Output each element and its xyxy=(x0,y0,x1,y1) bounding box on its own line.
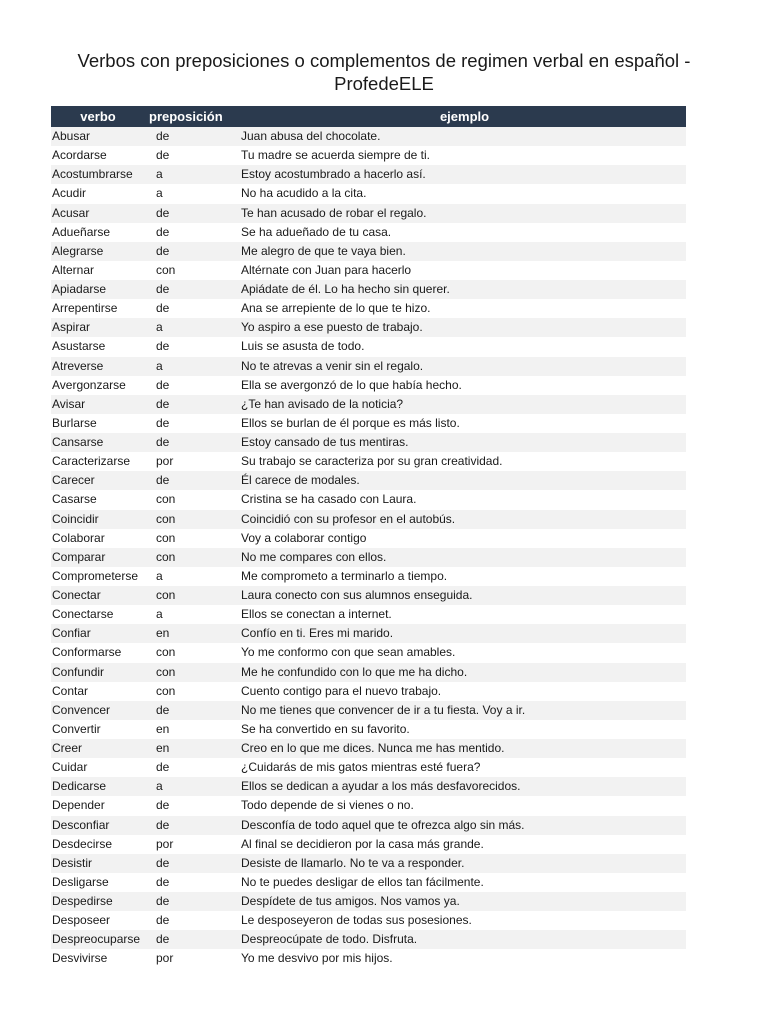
cell-ejemplo: Cuento contigo para el nuevo trabajo. xyxy=(241,683,442,698)
cell-ejemplo: Juan abusa del chocolate. xyxy=(241,129,381,143)
cell-preposicion: de xyxy=(156,282,170,296)
cell-verbo: Alternar xyxy=(52,262,95,277)
title-line-2: ProfedeELE xyxy=(334,73,434,94)
cell-verbo: Asustarse xyxy=(52,339,106,354)
cell-verbo: Desdecirse xyxy=(52,836,113,851)
cell-ejemplo: Me he confundido con lo que me ha dicho. xyxy=(241,664,468,679)
cell-ejemplo: Él carece de modales. xyxy=(241,473,360,488)
cell-preposicion: de xyxy=(156,301,170,316)
cell-preposicion: de xyxy=(156,855,170,870)
cell-verbo: Desposeer xyxy=(52,913,111,928)
table-row xyxy=(51,777,686,796)
cell-ejemplo: Altérnate con Juan para hacerlo xyxy=(241,262,412,277)
cell-preposicion: a xyxy=(156,607,163,622)
cell-verbo: Burlarse xyxy=(52,415,97,430)
table-row xyxy=(51,184,686,203)
cell-verbo: Despreocuparse xyxy=(52,932,141,947)
cell-ejemplo: Cristina se ha casado con Laura. xyxy=(241,492,417,507)
table-row xyxy=(51,816,686,835)
cell-verbo: Acusar xyxy=(52,205,90,220)
cell-verbo: Confiar xyxy=(52,626,91,641)
cell-preposicion: de xyxy=(156,377,170,392)
table-row xyxy=(51,299,686,318)
cell-preposicion: con xyxy=(156,588,176,602)
cell-preposicion: con xyxy=(156,262,176,277)
cell-ejemplo: Tu madre se acuerda siempre de ti. xyxy=(241,148,430,163)
cell-verbo: Creer xyxy=(52,741,83,755)
cell-ejemplo: Creo en lo que me dices. Nunca me has mentido. xyxy=(241,741,505,755)
cell-preposicion: con xyxy=(156,492,176,507)
title-line-1: Verbos con preposiciones o complementos de regimen verbal en español - xyxy=(77,50,691,71)
cell-ejemplo: No me tienes que convencer de ir a tu fiesta. Voy a ir. xyxy=(241,702,526,717)
cell-ejemplo: Yo aspiro a ese puesto de trabajo. xyxy=(241,320,423,335)
cell-ejemplo: Yo me desvivo por mis hijos. xyxy=(241,951,393,966)
cell-ejemplo: Despídete de tus amigos. Nos vamos ya. xyxy=(241,894,460,908)
cell-verbo: Desconfiar xyxy=(52,817,110,832)
cell-preposicion: de xyxy=(156,415,170,430)
cell-preposicion: en xyxy=(156,741,170,755)
cell-ejemplo: ¿Te han avisado de la noticia? xyxy=(241,396,404,411)
table-row xyxy=(51,739,686,758)
cell-verbo: Dedicarse xyxy=(52,779,107,794)
cell-verbo: Cuidar xyxy=(52,760,88,775)
cell-ejemplo: No te atrevas a venir sin el regalo. xyxy=(241,358,424,373)
cell-preposicion: a xyxy=(156,358,163,373)
cell-preposicion: de xyxy=(156,205,170,220)
cell-ejemplo: Ellos se conectan a internet. xyxy=(241,607,392,622)
cell-preposicion: por xyxy=(156,454,174,469)
cell-verbo: Comprometerse xyxy=(52,568,139,583)
table-row xyxy=(51,433,686,452)
table-row xyxy=(51,873,686,892)
cell-ejemplo: Estoy cansado de tus mentiras. xyxy=(241,435,409,449)
table-row xyxy=(51,318,686,337)
cell-ejemplo: Voy a colaborar contigo xyxy=(241,530,367,545)
cell-verbo: Carecer xyxy=(52,473,95,488)
cell-ejemplo: Ellos se burlan de él porque es más listo. xyxy=(241,415,460,430)
cell-preposicion: en xyxy=(156,721,170,736)
cell-verbo: Despedirse xyxy=(52,894,113,908)
cell-preposicion: a xyxy=(156,167,163,182)
table-row xyxy=(51,796,686,815)
cell-verbo: Avisar xyxy=(52,396,86,411)
cell-ejemplo: Le desposeyeron de todas sus posesiones. xyxy=(241,913,472,928)
table-row xyxy=(51,204,686,223)
cell-verbo: Comparar xyxy=(52,549,106,564)
cell-ejemplo: Ellos se dedican a ayudar a los más desfavorecidos. xyxy=(241,779,521,794)
table-row xyxy=(51,510,686,529)
cell-preposicion: de xyxy=(156,894,170,908)
table-body xyxy=(51,127,686,969)
cell-verbo: Convertir xyxy=(52,721,101,736)
cell-preposicion: de xyxy=(156,913,170,928)
table-row xyxy=(51,242,686,261)
cell-ejemplo: Laura conecto con sus alumnos enseguida. xyxy=(241,588,473,602)
cell-verbo: Adueñarse xyxy=(52,224,111,239)
cell-verbo: Avergonzarse xyxy=(52,377,126,392)
cell-ejemplo: Desiste de llamarlo. No te va a responder. xyxy=(241,855,465,870)
cell-ejemplo: No te puedes desligar de ellos tan fácilmente. xyxy=(241,874,484,889)
cell-preposicion: por xyxy=(156,836,174,851)
table-row xyxy=(51,452,686,471)
cell-preposicion: con xyxy=(156,511,176,526)
table-row xyxy=(51,471,686,490)
table-row xyxy=(51,395,686,414)
cell-preposicion: de xyxy=(156,339,170,354)
cell-ejemplo: No ha acudido a la cita. xyxy=(241,186,367,201)
cell-verbo: Conectarse xyxy=(52,607,114,622)
cell-verbo: Aspirar xyxy=(52,320,91,335)
cell-preposicion: con xyxy=(156,530,176,545)
table-header xyxy=(51,106,686,127)
table-row xyxy=(51,280,686,299)
cell-ejemplo: Al final se decidieron por la casa más grande. xyxy=(241,836,484,851)
cell-preposicion: de xyxy=(156,435,170,449)
cell-ejemplo: Todo depende de si vienes o no. xyxy=(241,798,414,813)
cell-verbo: Colaborar xyxy=(52,530,105,545)
table-row xyxy=(51,146,686,165)
cell-preposicion: de xyxy=(156,473,170,488)
cell-ejemplo: No me compares con ellos. xyxy=(241,549,387,564)
cell-verbo: Alegrarse xyxy=(52,243,104,258)
cell-preposicion: de xyxy=(156,148,170,163)
header-ejemplo: ejemplo xyxy=(439,109,490,124)
table-row xyxy=(51,357,686,376)
cell-ejemplo: Se ha adueñado de tu casa. xyxy=(241,224,392,239)
cell-preposicion: con xyxy=(156,549,176,564)
cell-verbo: Apiadarse xyxy=(52,282,107,296)
cell-ejemplo: Me comprometo a terminarlo a tiempo. xyxy=(241,568,448,583)
cell-preposicion: de xyxy=(156,798,170,813)
cell-ejemplo: Despreocúpate de todo. Disfruta. xyxy=(241,932,418,947)
cell-verbo: Arrepentirse xyxy=(52,301,118,316)
table-row xyxy=(51,892,686,911)
verbs-table xyxy=(51,106,686,969)
table-row xyxy=(51,548,686,567)
table-row xyxy=(51,414,686,433)
cell-ejemplo: Luis se asusta de todo. xyxy=(241,339,365,354)
table-row xyxy=(51,624,686,643)
table-row xyxy=(51,643,686,662)
cell-ejemplo: Ana se arrepiente de lo que te hizo. xyxy=(241,301,431,316)
cell-verbo: Acostumbrarse xyxy=(52,167,133,182)
table-row xyxy=(51,567,686,586)
table-row xyxy=(51,490,686,509)
cell-verbo: Contar xyxy=(52,683,89,698)
header-preposicion: preposición xyxy=(149,109,223,124)
table-row xyxy=(51,376,686,395)
cell-ejemplo: Coincidió con su profesor en el autobús. xyxy=(241,511,456,526)
cell-ejemplo: Apiádate de él. Lo ha hecho sin querer. xyxy=(241,282,450,296)
cell-preposicion: de xyxy=(156,129,170,143)
page-title xyxy=(0,49,768,95)
cell-preposicion: de xyxy=(156,874,170,889)
cell-verbo: Desistir xyxy=(52,855,93,870)
cell-verbo: Coincidir xyxy=(52,511,99,526)
cell-preposicion: de xyxy=(156,932,170,947)
cell-preposicion: a xyxy=(156,320,163,335)
table-row xyxy=(51,930,686,949)
cell-ejemplo: ¿Cuidarás de mis gatos mientras esté fuera? xyxy=(241,760,481,775)
cell-verbo: Casarse xyxy=(52,492,97,507)
cell-verbo: Cansarse xyxy=(52,435,104,449)
table-row xyxy=(51,337,686,356)
table-row xyxy=(51,701,686,720)
cell-ejemplo: Te han acusado de robar el regalo. xyxy=(241,205,427,220)
cell-verbo: Confundir xyxy=(52,664,105,679)
table-row xyxy=(51,165,686,184)
cell-verbo: Atreverse xyxy=(52,358,104,373)
cell-preposicion: a xyxy=(156,568,163,583)
cell-preposicion: con xyxy=(156,683,176,698)
table-row xyxy=(51,911,686,930)
cell-verbo: Acudir xyxy=(52,186,87,201)
cell-preposicion: de xyxy=(156,243,170,258)
cell-verbo: Desvivirse xyxy=(52,951,108,966)
cell-preposicion: de xyxy=(156,702,170,717)
cell-preposicion: en xyxy=(156,626,170,641)
cell-ejemplo: Estoy acostumbrado a hacerlo así. xyxy=(241,167,426,182)
cell-verbo: Depender xyxy=(52,798,105,813)
cell-verbo: Acordarse xyxy=(52,148,107,163)
cell-ejemplo: Me alegro de que te vaya bien. xyxy=(241,243,406,258)
table-row xyxy=(51,586,686,605)
cell-ejemplo: Se ha convertido en su favorito. xyxy=(241,721,410,736)
table-row xyxy=(51,127,686,146)
table-row xyxy=(51,854,686,873)
cell-verbo: Convencer xyxy=(52,702,111,717)
cell-ejemplo: Desconfía de todo aquel que te ofrezca algo sin más. xyxy=(241,817,525,832)
table-row xyxy=(51,529,686,548)
cell-verbo: Desligarse xyxy=(52,874,109,889)
cell-preposicion: a xyxy=(156,186,163,201)
cell-verbo: Caracterizarse xyxy=(52,454,131,469)
cell-ejemplo: Yo me conformo con que sean amables. xyxy=(241,645,456,660)
cell-ejemplo: Confío en ti. Eres mi marido. xyxy=(241,626,394,641)
table-row xyxy=(51,758,686,777)
cell-verbo: Abusar xyxy=(52,129,91,143)
table-row xyxy=(51,949,686,968)
cell-ejemplo: Su trabajo se caracteriza por su gran creatividad. xyxy=(241,454,503,469)
cell-preposicion: por xyxy=(156,951,174,966)
table-row xyxy=(51,682,686,701)
cell-preposicion: con xyxy=(156,664,176,679)
cell-preposicion: con xyxy=(156,645,176,660)
table-row xyxy=(51,223,686,242)
cell-ejemplo: Ella se avergonzó de lo que había hecho. xyxy=(241,377,462,392)
cell-preposicion: de xyxy=(156,760,170,775)
cell-verbo: Conformarse xyxy=(52,645,122,660)
table-row xyxy=(51,605,686,624)
table-row xyxy=(51,720,686,739)
cell-preposicion: de xyxy=(156,817,170,832)
cell-preposicion: de xyxy=(156,224,170,239)
table-row xyxy=(51,663,686,682)
header-verbo: verbo xyxy=(80,109,116,124)
cell-verbo: Conectar xyxy=(52,588,101,602)
cell-preposicion: de xyxy=(156,396,170,411)
cell-preposicion: a xyxy=(156,779,163,794)
table-row xyxy=(51,835,686,854)
table-row xyxy=(51,261,686,280)
